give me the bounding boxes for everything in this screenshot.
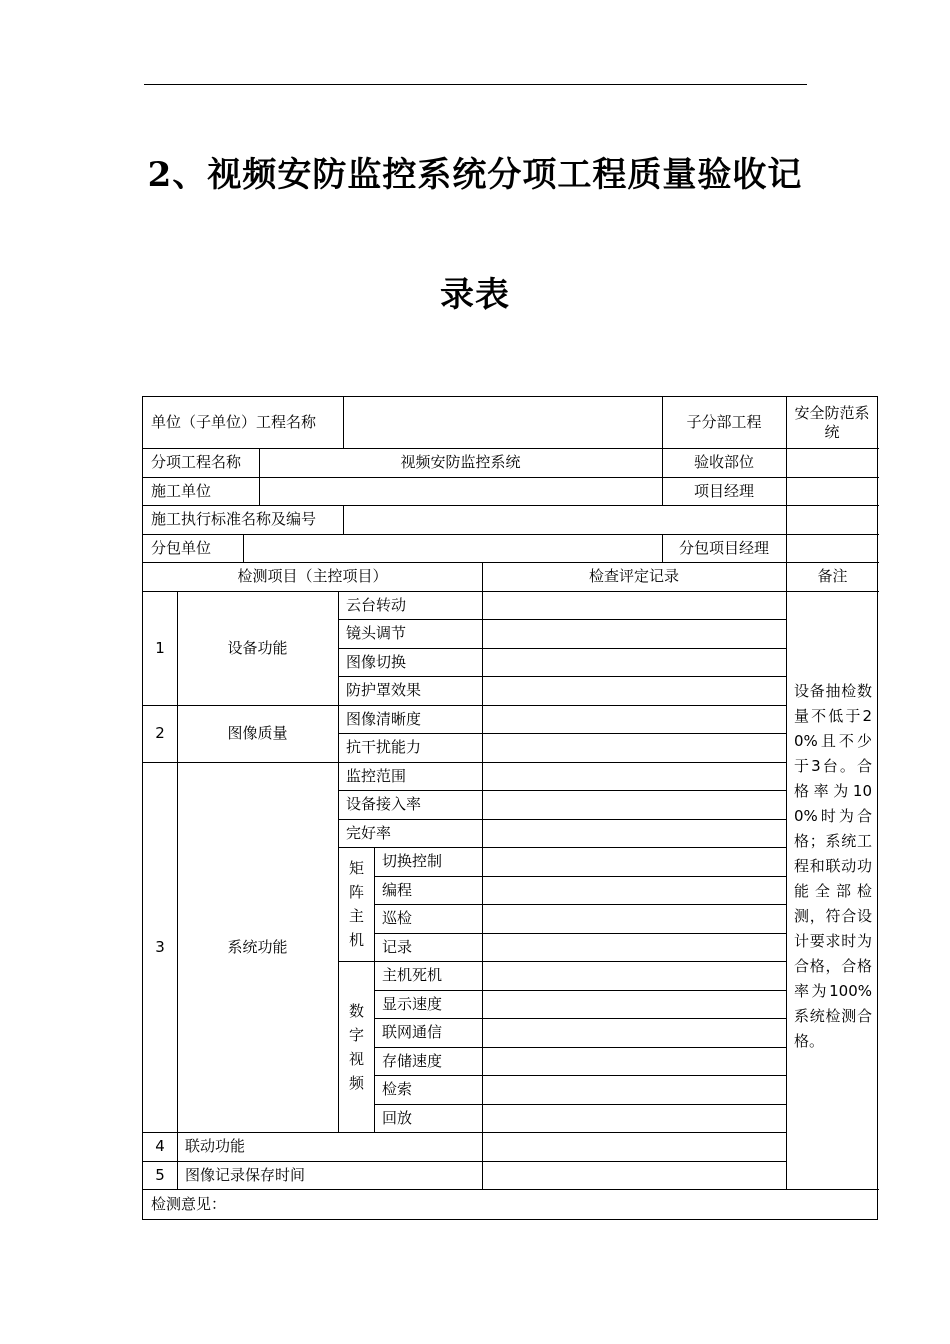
group-name: 联动功能 [185,1137,246,1156]
acceptance-part-field[interactable] [786,448,879,477]
check-item: 监控范围 [346,766,407,785]
acceptance-record-form [142,396,878,1220]
subdivision-value: 安全防范系统 [794,403,870,441]
check-item: 切换控制 [382,852,443,871]
page-title: 2、视频安防监控系统分项工程质量验收记 [147,155,803,195]
subcontractor-field[interactable] [243,534,662,562]
sub-item-name-label: 分项工程名称 [151,453,242,472]
group-name: 系统功能 [227,937,288,956]
check-item: 镜头调节 [346,624,407,643]
check-item: 回放 [382,1108,413,1127]
project-name-field[interactable] [343,397,662,448]
project-manager-field[interactable] [786,477,879,505]
column-header-item: 检测项目（主控项目） [237,567,388,586]
acceptance-part-label: 验收部位 [693,453,754,472]
digital-video-label: 数字视频 [348,1002,364,1092]
sub-item-name-value: 视频安防监控系统 [400,453,521,472]
header-rule [144,84,807,85]
check-item: 显示速度 [382,994,443,1013]
check-item: 图像清晰度 [346,709,422,728]
group-number: 5 [155,1165,165,1184]
check-item: 巡检 [382,909,413,928]
remark-note: 设备抽检数量不低于20%且不少于3台。合格率为100%时为合格；系统工程和联动功能全部检测，符合设计要求时为合格，合格率为100%系统检测合格。 [794,682,872,1050]
subdivision-label: 子分部工程 [686,413,762,432]
check-item: 存储速度 [382,1051,443,1070]
inspection-opinion-label: 检测意见： [151,1194,227,1213]
check-item: 抗干扰能力 [346,738,422,757]
check-item: 完好率 [346,823,392,842]
check-item: 防护罩效果 [346,681,422,700]
check-item: 云台转动 [346,595,407,614]
subcontractor-label: 分包单位 [151,538,212,557]
page-title-continued: 录表 [440,275,510,315]
matrix-host-label: 矩阵主机 [348,859,364,949]
check-item: 编程 [382,880,413,899]
project-manager-label: 项目经理 [693,481,754,500]
group-name: 设备功能 [227,638,288,657]
group-number: 3 [155,937,165,956]
sub-project-manager-label: 分包项目经理 [678,538,769,557]
group-number: 1 [155,638,165,657]
project-name-label: 单位（子单位）工程名称 [151,413,317,432]
contractor-field[interactable] [259,477,662,505]
check-item: 记录 [382,937,413,956]
column-header-remark: 备注 [817,567,848,586]
group-number: 2 [155,724,165,743]
group-number: 4 [155,1137,165,1156]
contractor-label: 施工单位 [151,481,212,500]
standard-field[interactable] [343,505,879,534]
group-name: 图像记录保存时间 [185,1165,306,1184]
check-item: 检索 [382,1080,413,1099]
check-item: 主机死机 [382,966,443,985]
standard-label: 施工执行标准名称及编号 [151,510,317,529]
check-item: 设备接入率 [346,795,422,814]
sub-project-manager-field[interactable] [786,534,879,562]
group-name: 图像质量 [227,724,288,743]
column-header-record: 检查评定记录 [588,567,679,586]
check-item: 联网通信 [382,1023,443,1042]
check-item: 图像切换 [346,652,407,671]
